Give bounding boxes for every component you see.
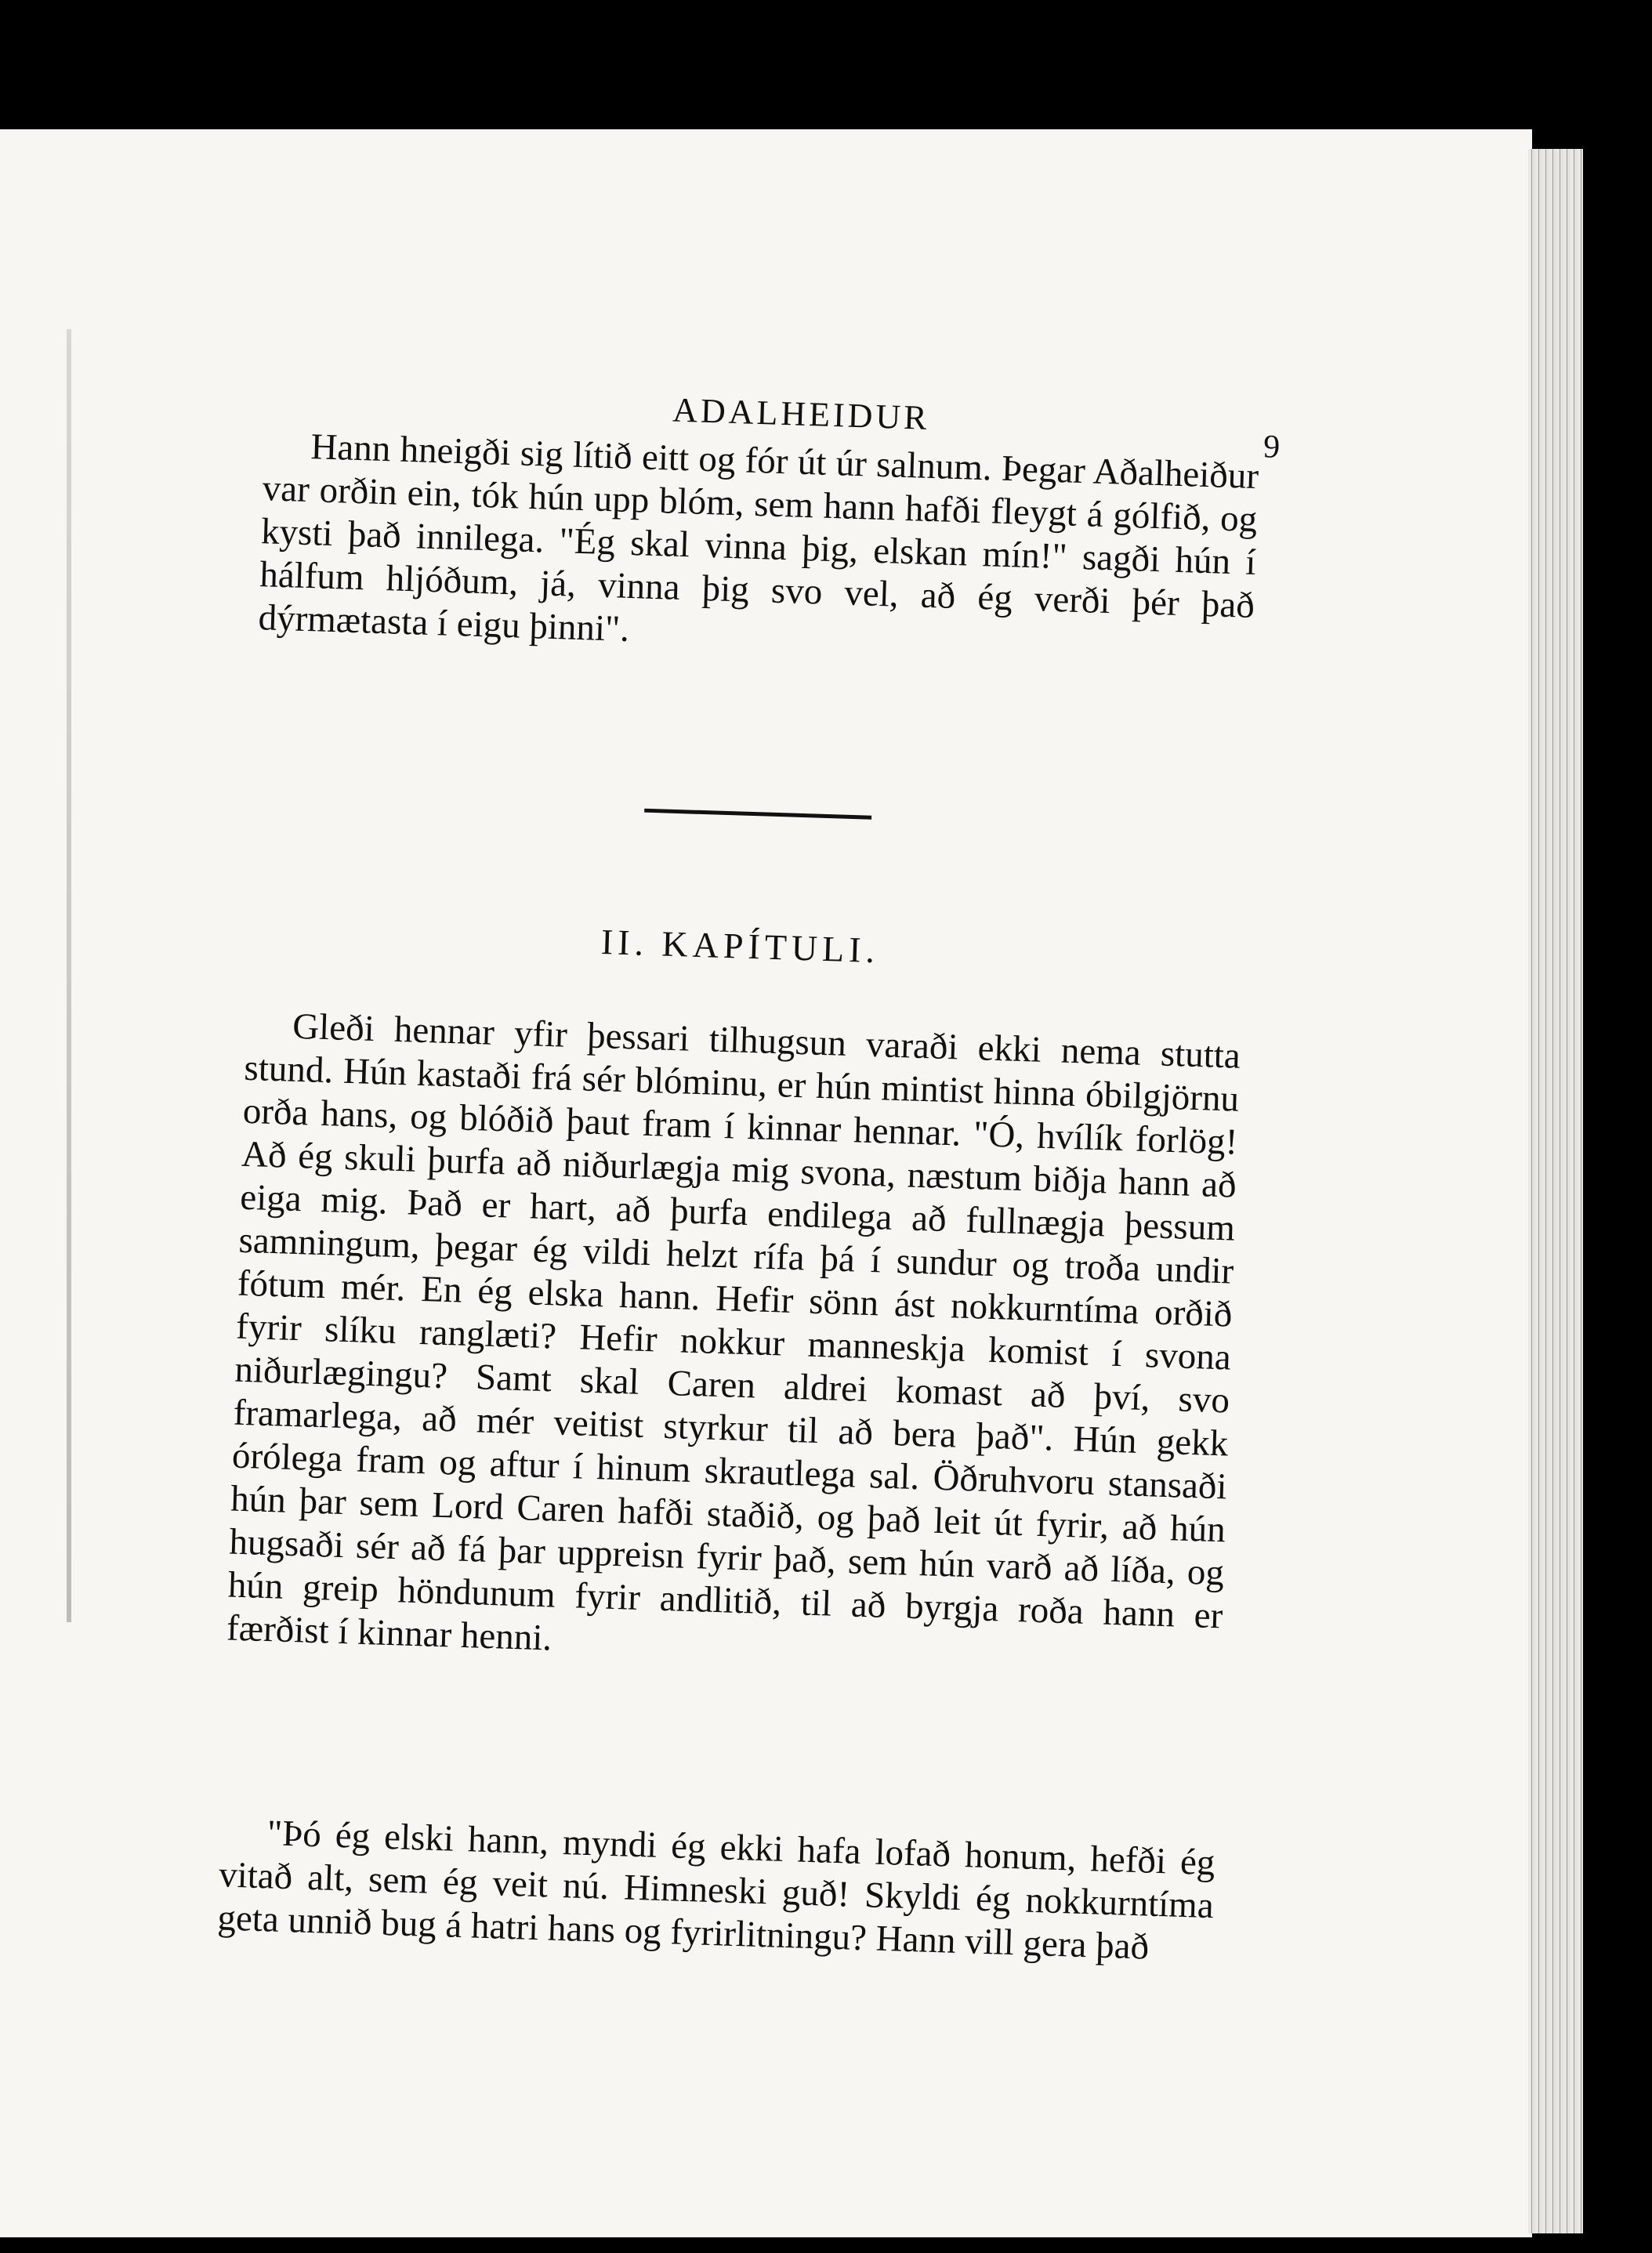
paragraph: Gleði hennar yfir þessari tilhugsun varaði ekki nema stutta stund. Hún kastaði frá sér blóminu, er hún mintist hinna óbilgjörnu orða hans, og blóðið þaut fram í kinnar hennar. "Ó, hvílík forlög! Að ég skuli þurfa að niðurlægja mig svona, næstum biðja hann að eiga mig. Það er hart, að þurfa endilega að fullnægja þessum samningum, þegar ég vildi helzt rífa þá í sundur og troða undir fótum mér. En ég elska hann. Hefir sönn ást nokkurntíma orðið fyrir slíku ranglæti? Hefir nokkur manneskja komist í svona niðurlægingu? Samt skal Caren aldrei komast að því, svo framarlega, að mér veitist styrkur til að bera það". Hún gekk órólega fram og aftur í hinum skrautlega sal. Öðruhvoru stansaði hún þar sem Lord Caren hafði staðið, og það leit út fyrir, að hún hugsaði sér að fá þar uppreisn fyrir það, sem hún varð að líða, og hún greip höndunum fyrir andlitið, til að byrgja roða hann er færðist í kinnar henni. xyxy=(226,1005,1241,1659)
chapter-title: II. KAPÍTULI. xyxy=(600,922,880,971)
running-head: ADALHEIDUR xyxy=(672,390,931,437)
paragraph: Hann hneigði sig lítið eitt og fór út úr salnum. Þegar Aðalheiður var orðin ein, tók hún upp blóm, sem hann hafði fleygt á gólfið, og kysti það innilega. "Ég skal vinna þig, elskan mín!" sagði hún í hálfum hljóðum, já, vinna þig svo vel, að ég verði þér það dýrmætasta í eigu þinni". xyxy=(257,426,1259,650)
page-number: 9 xyxy=(1263,429,1281,465)
gutter-shadow xyxy=(67,329,71,1622)
page-edges xyxy=(1528,149,1583,2233)
paragraph: "Þó ég elski hann, myndi ég ekki hafa lofað honum, hefði ég vitað alt, sem ég veit nú. Himneski guð! Skyldi ég nokkurntíma geta unnið bug á hatri hans og fyrirlitningu? Hann vill gera það xyxy=(216,1813,1216,1968)
